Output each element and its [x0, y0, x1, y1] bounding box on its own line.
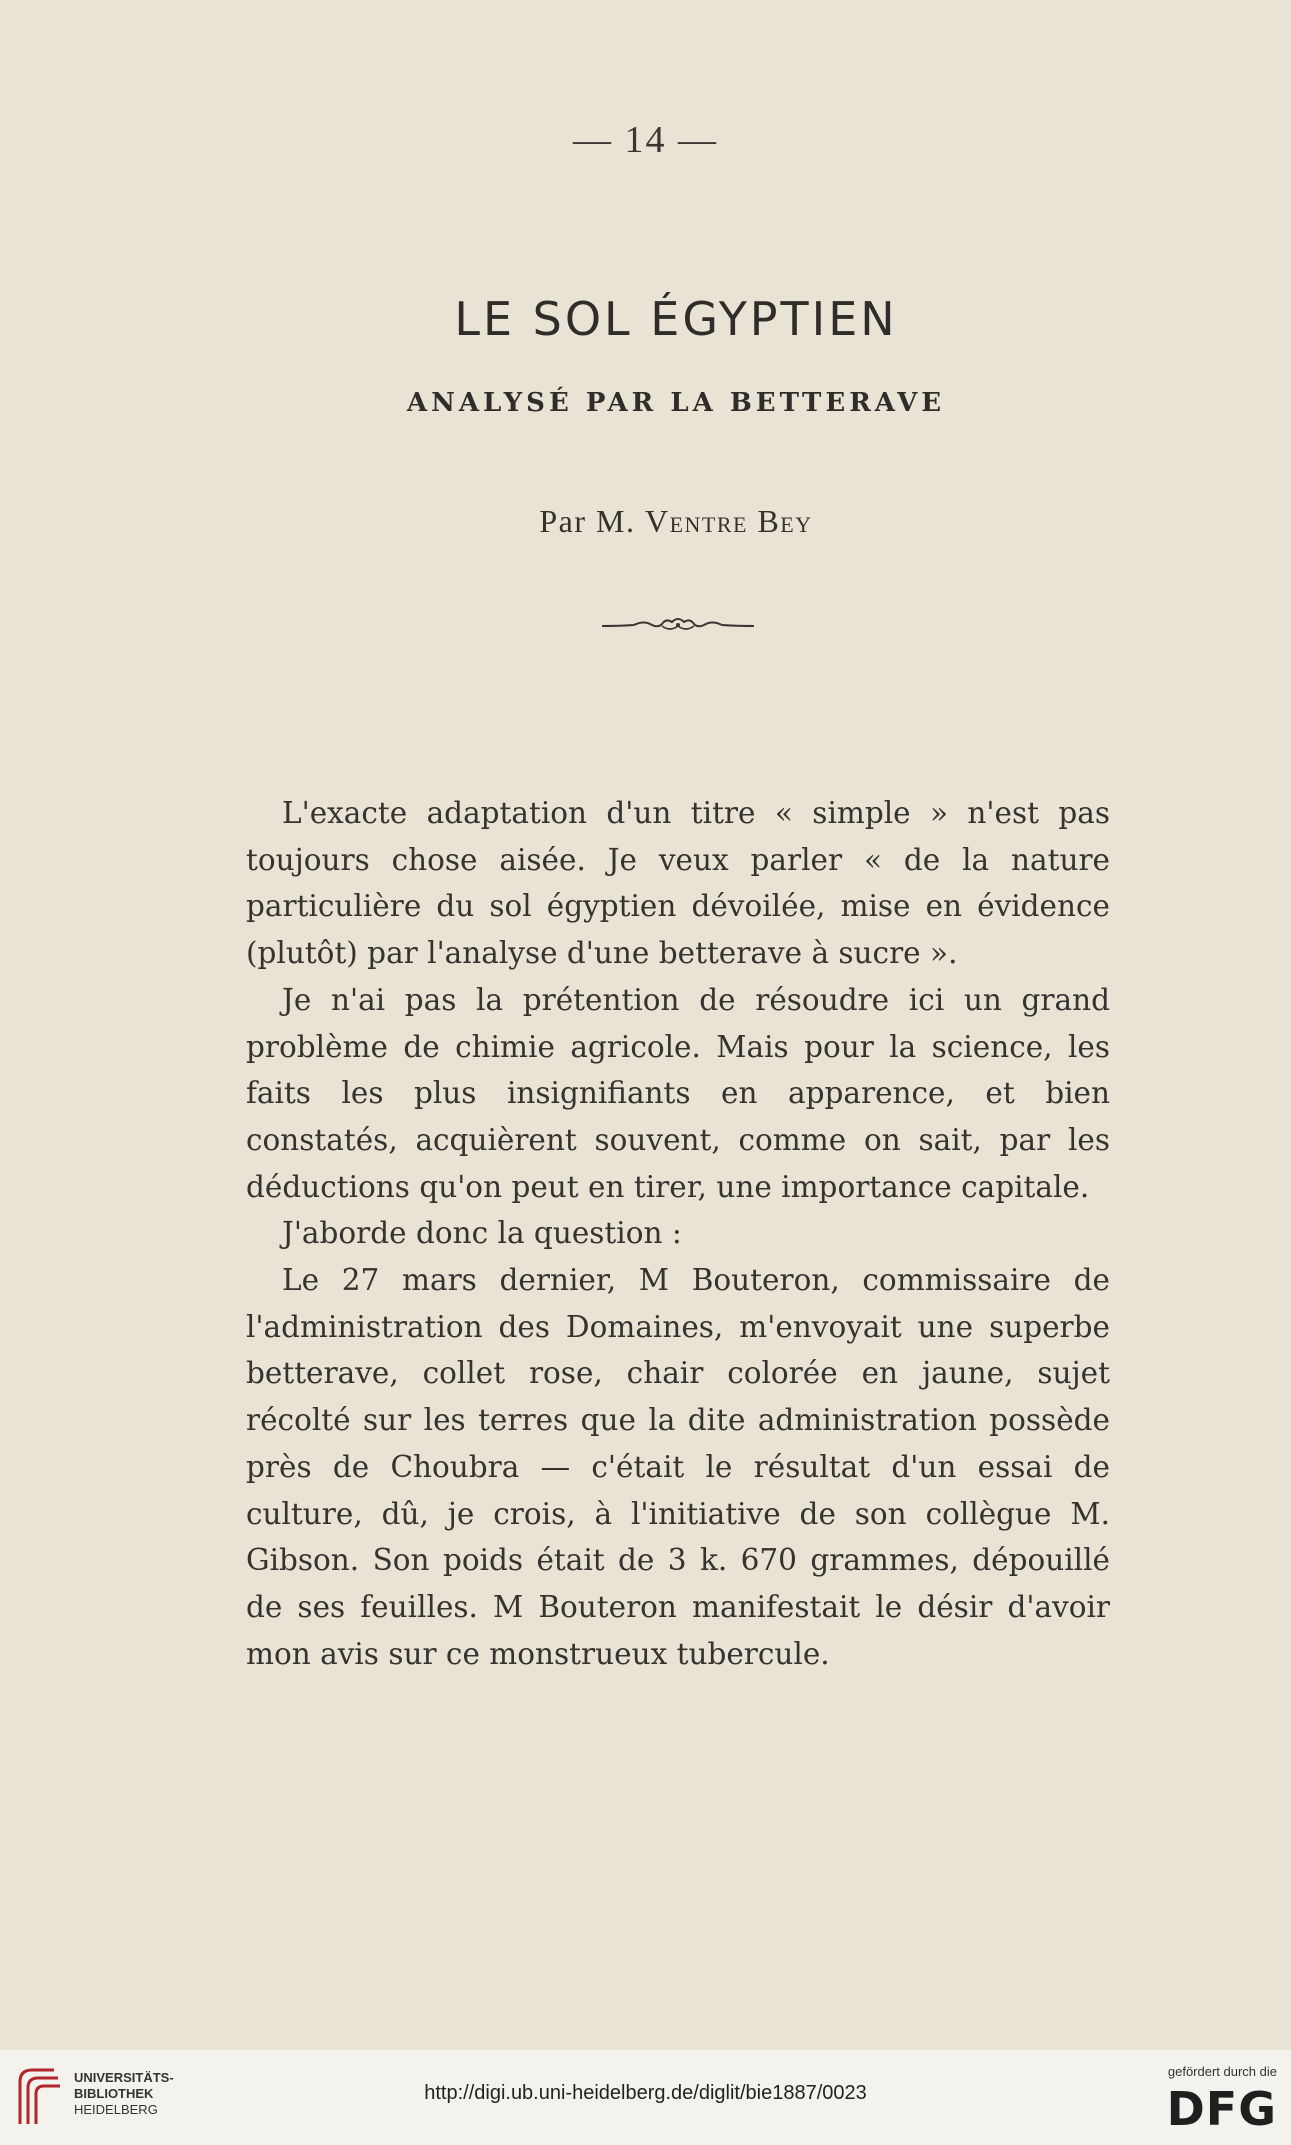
page-number: — 14 — — [573, 119, 718, 161]
author-line — [0, 503, 1291, 540]
paragraph-4: Le 27 mars dernier, M Bouteron, commissaire de l'administration des Domaines, m'envoyait une superbe betterave, collet rose, chair colorée en jaune, sujet récolté sur les terres que la dite administration possède près de Choubra — c'était le résultat d'un essai de culture, dû, je crois, à l'initiative de son collègue M. Gibson. Son poids était de 3 k. 670 grammes, dépouillé de ses feuilles. M Bouteron manifestait le désir d'avoir mon avis sur ce monstrueux tubercule. — [246, 1263, 1110, 1671]
dfg-logo: DFG — [1166, 2082, 1277, 2136]
article-title: LE SOL ÉGYPTIEN — [454, 292, 898, 346]
funded-by-label: gefördert durch die — [1167, 2064, 1277, 2079]
library-line-3: HEIDELBERG — [74, 2102, 158, 2117]
paragraph-1: L'exacte adaptation d'un titre « simple » n'est pas toujours chose aisée. Je veux parler « de la nature particulière du sol égyptien dévoilée, mise en évidence (plutôt) par l'analyse d'une betterave à sucre ». — [246, 796, 1110, 971]
paragraph-2: Je n'ai pas la prétention de résoudre ici un grand problème de chimie agricole. Mais pour la science, les faits les plus insignifiants en apparence, et bien constatés, acquièrent souvent, comme on sait, par les déductions qu'on peut en tirer, une importance capitale. — [246, 982, 1110, 1204]
author-prefix: Par M. — [539, 503, 636, 539]
paragraph-3: J'aborde donc la question : — [282, 1216, 682, 1251]
library-line-1: UNIVERSITÄTS- — [74, 2070, 174, 2085]
author-name: Ventre Bey — [644, 503, 813, 539]
article-body — [246, 790, 1110, 1677]
article-subtitle: ANALYSÉ PAR LA BETTERAVE — [406, 388, 946, 418]
digitization-footer — [0, 2050, 1291, 2145]
permalink-url[interactable]: http://digi.ub.uni-heidelberg.de/diglit/bie1887/0023 — [424, 2082, 867, 2104]
library-line-2: BIBLIOTHEK — [74, 2086, 154, 2101]
fleuron-ornament-icon — [600, 612, 756, 638]
